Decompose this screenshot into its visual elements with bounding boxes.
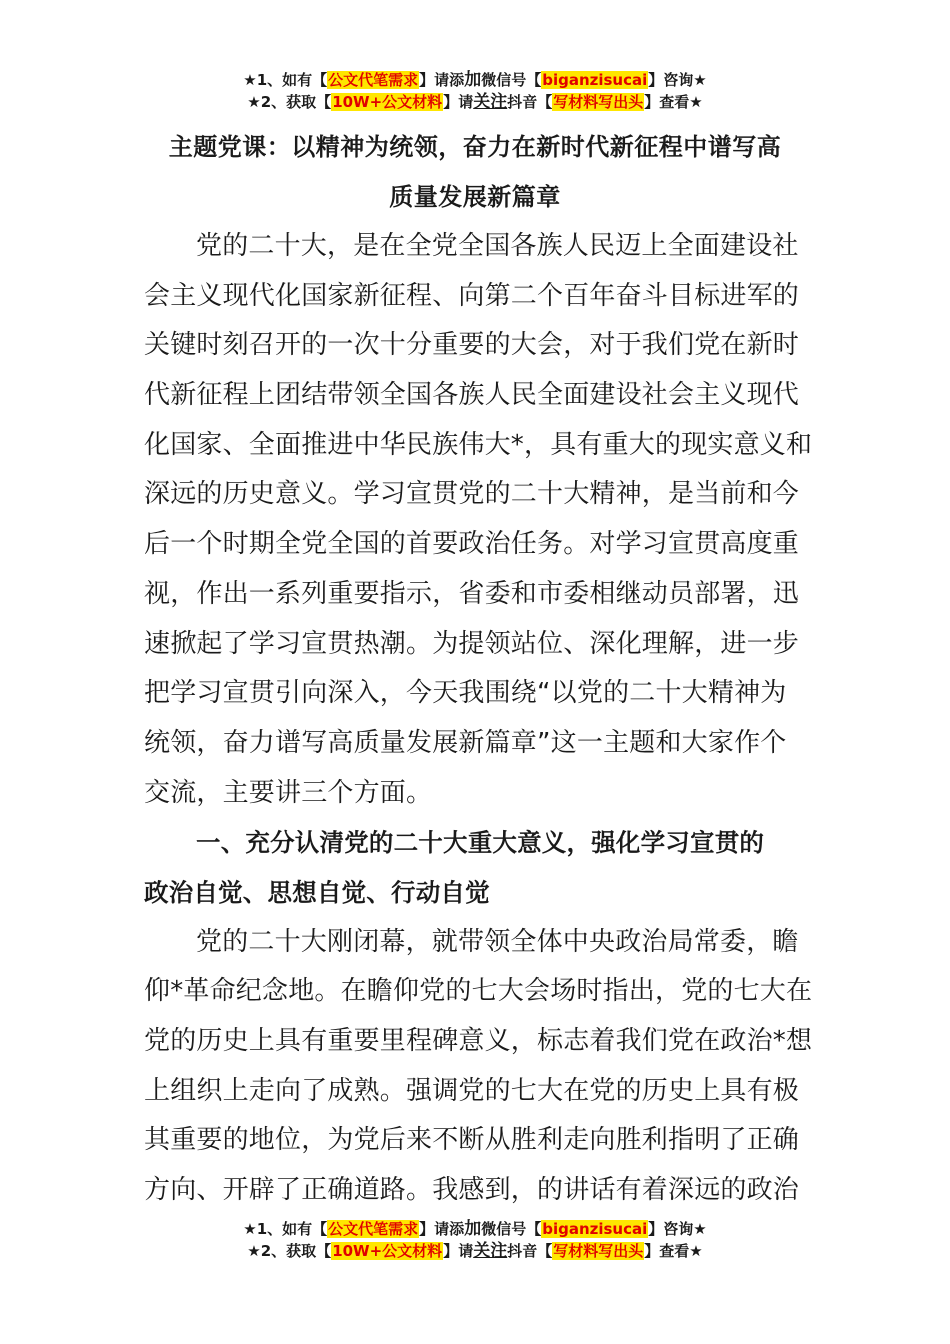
promo-text: 】请添 xyxy=(419,71,465,89)
paragraph-line: 关键时刻召开的一次十分重要的大会，对于我们党在新时 xyxy=(144,330,800,361)
title-line: 质量发展新篇章 xyxy=(389,183,561,211)
promo-text: 加 xyxy=(464,1219,482,1239)
promo-text: ★1、如有【 xyxy=(243,71,328,89)
promo-text: 微信号【 xyxy=(481,71,542,89)
promo-text: 加 xyxy=(464,70,482,90)
promo-line-2 xyxy=(0,91,950,113)
paragraph-line: 仰*革命纪念地。在瞻仰党的七大会场时指出，党的七大在 xyxy=(144,976,813,1007)
promo-text: 微信号【 xyxy=(481,1220,542,1238)
paragraph-line: 方向、开辟了正确道路。我感到，的讲话有着深远的政治 xyxy=(144,1175,800,1206)
promo-banner-top xyxy=(0,69,950,113)
promo-text: 关注 xyxy=(473,1241,508,1261)
promo-highlight: 公文代笔需求 xyxy=(328,71,419,89)
paragraph-line: 党的二十大，是在全党全国各族人民迈上全面建设社 xyxy=(196,231,799,261)
paragraph-line: 统领，奋力谱写高质量发展新篇章”这一主题和大家作个 xyxy=(144,727,787,758)
promo-text: 】查看★ xyxy=(644,1242,703,1260)
section-heading-line: 政治自觉、思想自觉、行动自觉 xyxy=(144,877,490,907)
promo-line-1 xyxy=(0,1218,950,1240)
paragraph-line: 把学习宣贯引向深入，今天我围绕“以党的二十大精神为 xyxy=(144,678,787,709)
promo-text: 】查看★ xyxy=(644,93,703,111)
promo-text: ★2、获取【 xyxy=(247,93,332,111)
paragraph-line: 深远的历史意义。学习宣贯党的二十大精神，是当前和今 xyxy=(144,479,800,510)
paragraph-line: 交流，主要讲三个方面。 xyxy=(144,777,433,808)
paragraph-line: 速掀起了学习宣贯热潮。为提领站位、深化理解，进一步 xyxy=(144,628,800,659)
paragraph-line: 其重要的地位，为党后来不断从胜利走向胜利指明了正确 xyxy=(144,1125,800,1156)
promo-text: 】请 xyxy=(443,93,474,111)
promo-text: 抖音【 xyxy=(507,93,553,111)
title-line: 主题党课：以精神为统领，奋力在新时代新征程中谱写高 xyxy=(168,133,782,161)
promo-text: 】咨询★ xyxy=(648,71,707,89)
paragraph-line: 上组织上走向了成熟。强调党的七大在党的历史上具有极 xyxy=(144,1075,800,1106)
paragraph-line: 后一个时期全党全国的首要政治任务。对学习宣贯高度重 xyxy=(144,529,800,560)
promo-text: 】请 xyxy=(443,1242,474,1260)
promo-text: 】咨询★ xyxy=(648,1220,707,1238)
paragraph-line: 代新征程上团结带领全国各族人民全面建设社会主义现代 xyxy=(144,380,800,411)
paragraph-line: 会主义现代化国家新征程、向第二个百年奋斗目标进军的 xyxy=(144,280,800,311)
promo-highlight: 公文代笔需求 xyxy=(328,1220,419,1238)
paragraph-line: 党的二十大刚闭幕，就带领全体中央政治局常委，瞻 xyxy=(196,926,799,957)
promo-highlight: 写材料写出头 xyxy=(553,93,644,111)
page-title xyxy=(100,122,850,222)
promo-highlight: biganzisucai xyxy=(542,71,648,89)
promo-highlight: 10W+公文材料 xyxy=(332,1242,443,1260)
promo-text: ★2、获取【 xyxy=(247,1242,332,1260)
promo-highlight: 10W+公文材料 xyxy=(332,93,443,111)
promo-text: ★1、如有【 xyxy=(243,1220,328,1238)
promo-text: 关注 xyxy=(473,92,508,112)
promo-banner-bottom xyxy=(0,1218,950,1262)
section-heading-line: 一、充分认清党的二十大重大意义，强化学习宣贯的 xyxy=(196,828,765,858)
document-body xyxy=(144,222,813,1216)
promo-text: 】请添 xyxy=(419,1220,465,1238)
paragraph-line: 化国家、全面推进中华民族伟大*，具有重大的现实意义和 xyxy=(144,429,813,460)
promo-highlight: 写材料写出头 xyxy=(553,1242,644,1260)
paragraph-line: 党的历史上具有重要里程碑意义，标志着我们党在政治*想 xyxy=(144,1026,813,1056)
promo-highlight: biganzisucai xyxy=(542,1220,648,1238)
promo-text: 抖音【 xyxy=(507,1242,553,1260)
promo-line-1 xyxy=(0,69,950,91)
paragraph-line: 视，作出一系列重要指示，省委和市委相继动员部署，迅 xyxy=(144,578,800,609)
promo-line-2 xyxy=(0,1240,950,1262)
